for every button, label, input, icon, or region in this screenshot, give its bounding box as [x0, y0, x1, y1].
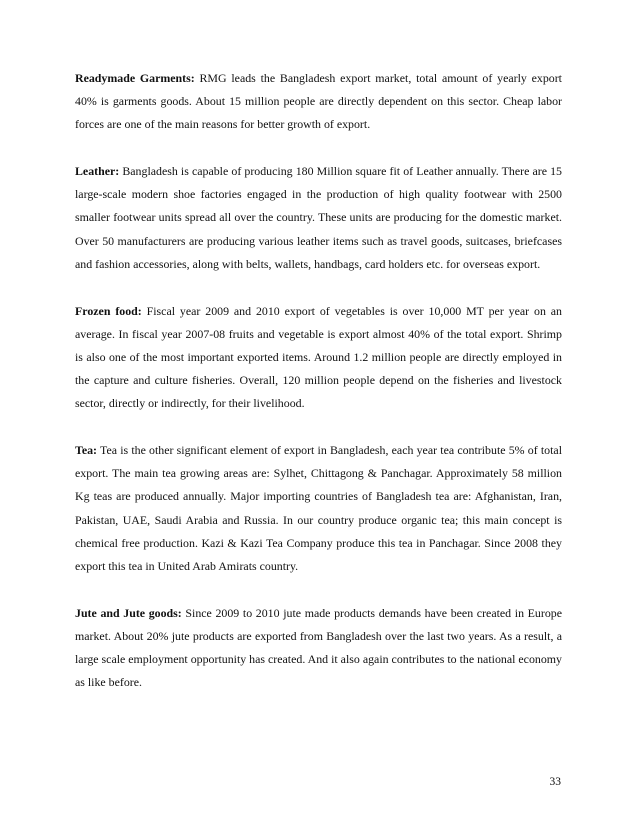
paragraph-frozen-food: [75, 300, 562, 415]
paragraph-heading: Frozen food:: [75, 303, 142, 318]
paragraph-heading: Readymade Garments:: [75, 71, 195, 85]
paragraph-text: RMG leads the Bangladesh export market, total amount of yearly export 40% is garments goods. About 15 million people are directly dependent on this sector. Cheap labor forces are one of the main reasons for better growth of export.: [75, 71, 562, 132]
paragraph-text: Since 2009 to 2010 jute made products demands have been created in Europe market. About 20% jute products are exported from Bangladesh over the last two years. As a result, a large scale employment opportunity has created. And it also again contributes to the national economy as like before.: [75, 605, 563, 690]
paragraph-tea: [75, 439, 562, 578]
paragraph-text: Bangladesh is capable of producing 180 Million square fit of Leather annually. There are 15 large-scale modern shoe factories engaged in the production of high quality footwear with 2500 smaller footwear units spread all over the country. These units are producing for the domestic market. Over 50 manufacturers are producing various leather items such as travel goods, suitcases, briefcases and fashion accessories, along with belts, wallets, handbags, card holders etc. for overseas export.: [75, 164, 562, 271]
paragraph-leather: [75, 160, 562, 275]
paragraph-readymade-garments: [75, 67, 562, 136]
paragraph-heading: Tea:: [75, 443, 98, 458]
page-number: 33: [549, 776, 561, 788]
paragraph-heading: Jute and Jute goods:: [75, 605, 182, 620]
paragraph-text: Tea is the other significant element of export in Bangladesh, each year tea contribute 5% of total export. The main tea growing areas are: Sylhet, Chittagong & Panchagar. Approximately 58 million Kg teas are produced annually. Major importing countries of Bangladesh tea are: Afghanistan, Iran, Pakistan, UAE, Saudi Arabia and Russia. In our country produce organic tea; this main concept is chemical free production. Kazi & Kazi Tea Company produce this tea in Panchagar. Since 2008 they export this tea in United Arab Amirats country.: [75, 443, 562, 573]
page-body: [75, 67, 562, 718]
paragraph-jute: [75, 602, 562, 694]
paragraph-heading: Leather:: [75, 164, 120, 179]
paragraph-text: Fiscal year 2009 and 2010 export of vegetables is over 10,000 MT per year on an average. In fiscal year 2007-08 fruits and vegetable is export almost 40% of the total export. Shrimp is also one of the most important exported items. Around 1.2 million people are directly employed in the capture and culture fisheries. Overall, 120 million people depend on the fisheries and livestock sector, directly or indirectly, for their livelihood.: [75, 303, 562, 411]
